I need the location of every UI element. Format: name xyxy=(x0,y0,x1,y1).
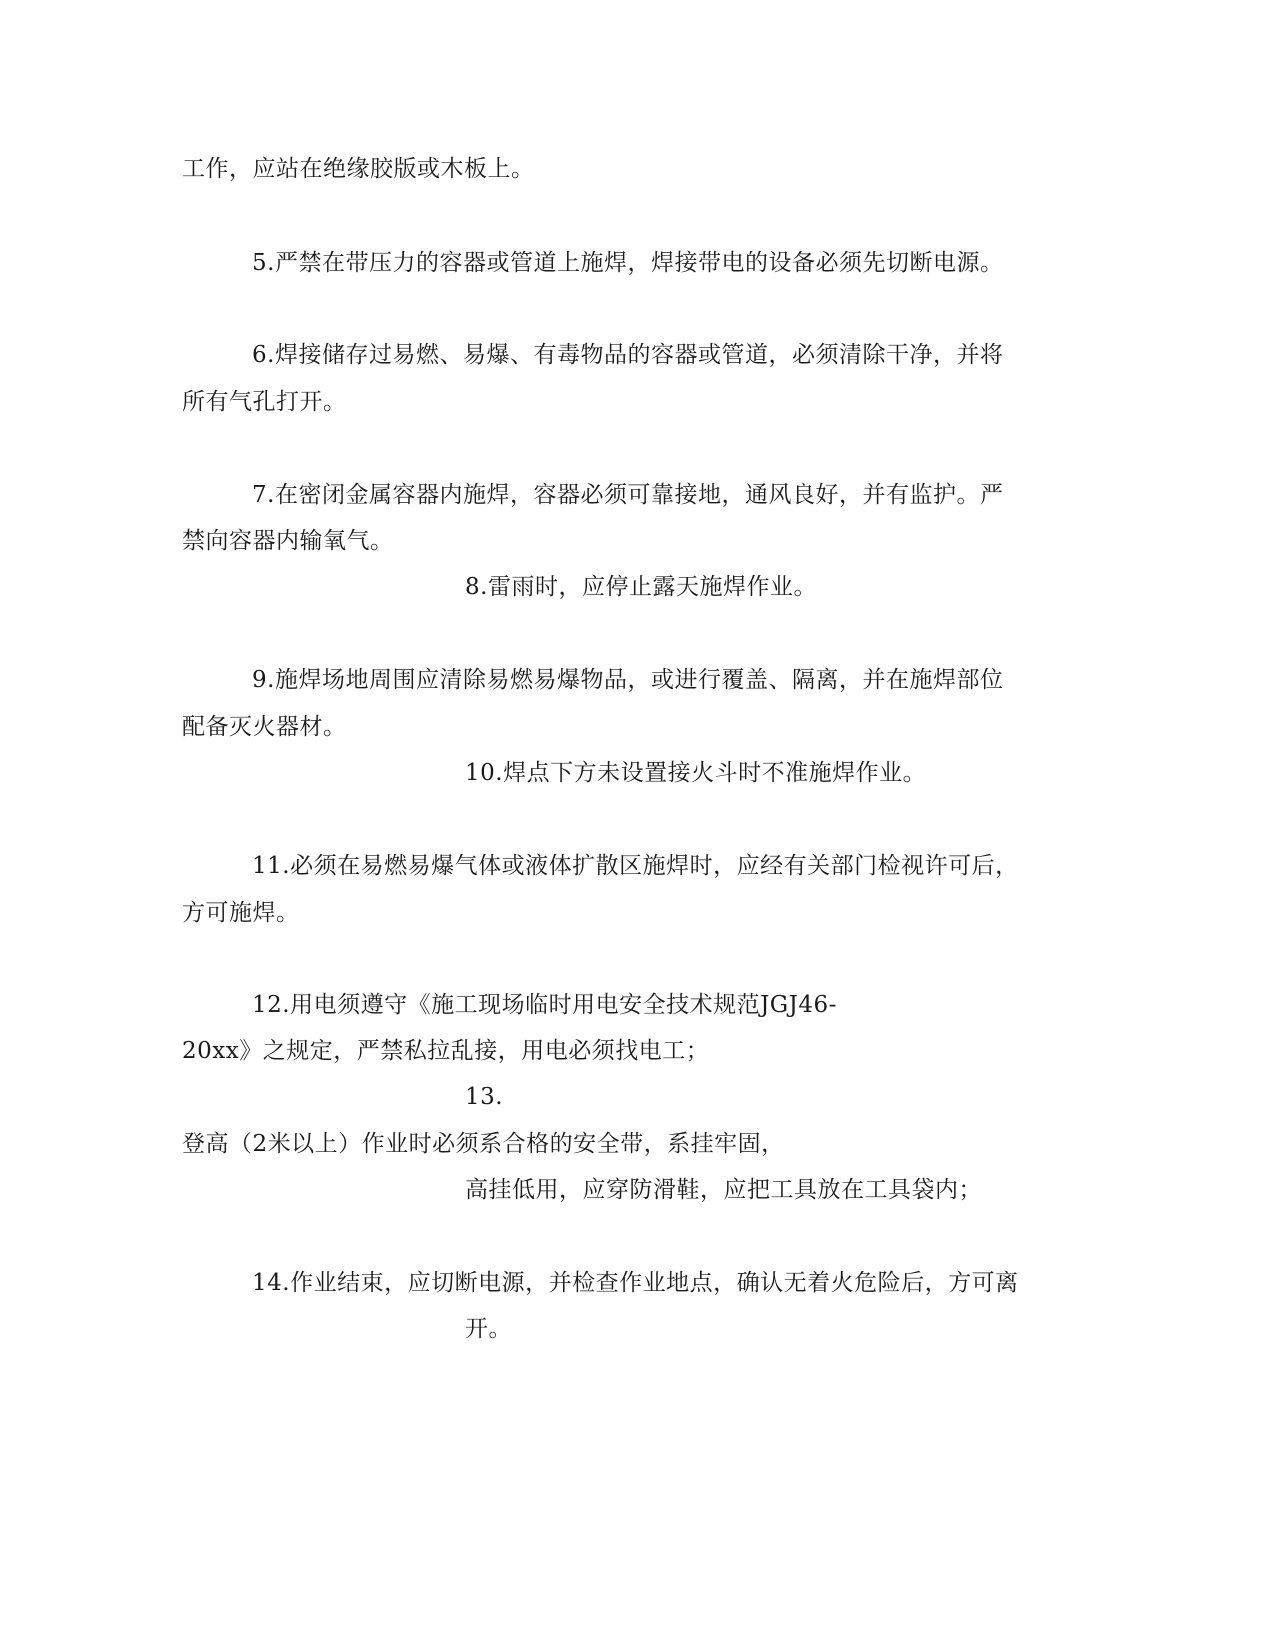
text-line-8: 9.施焊场地周围应清除易燃易爆物品，或进行覆盖、隔离，并在施焊部位 xyxy=(252,667,1004,693)
text-line-5: 7.在密闭金属容器内施焊，容器必须可靠接地，通风良好，并有监护。严 xyxy=(252,482,1004,508)
text-line-18: 14.作业结束，应切断电源，并检查作业地点，确认无着火危险后，方可离 xyxy=(252,1270,1019,1296)
text-line-17: 高挂低用，应穿防滑鞋，应把工具放在工具袋内； xyxy=(465,1177,982,1203)
text-line-14: 20xx》之规定，严禁私拉乱接，用电必须找电工； xyxy=(182,1038,710,1064)
text-line-12: 方可施焊。 xyxy=(182,900,300,926)
text-line-11: 11.必须在易燃易爆气体或液体扩散区施焊时，应经有关部门检视许可后， xyxy=(252,853,1019,879)
text-line-10: 10.焊点下方未设置接火斗时不准施焊作业。 xyxy=(465,760,927,786)
text-line-19: 开。 xyxy=(465,1316,512,1342)
text-line-4: 所有气孔打开。 xyxy=(182,389,347,415)
text-line-13: 12.用电须遵守《施工现场临时用电安全技术规范JGJ46- xyxy=(252,992,837,1018)
text-line-6: 禁向容器内输氧气。 xyxy=(182,528,394,554)
text-line-9: 配备灭火器材。 xyxy=(182,714,347,740)
text-line-3: 6.焊接储存过易燃、易爆、有毒物品的容器或管道，必须清除干净，并将 xyxy=(252,342,1004,368)
text-line-1: 工作，应站在绝缘胶版或木板上。 xyxy=(182,156,535,182)
text-line-2: 5.严禁在带压力的容器或管道上施焊，焊接带电的设备必须先切断电源。 xyxy=(252,250,1004,276)
text-line-7: 8.雷雨时，应停止露天施焊作业。 xyxy=(465,574,817,600)
text-line-15: 13. xyxy=(465,1084,504,1110)
text-line-16: 登高（2米以上）作业时必须系合格的安全带，系挂牢固， xyxy=(182,1131,785,1157)
